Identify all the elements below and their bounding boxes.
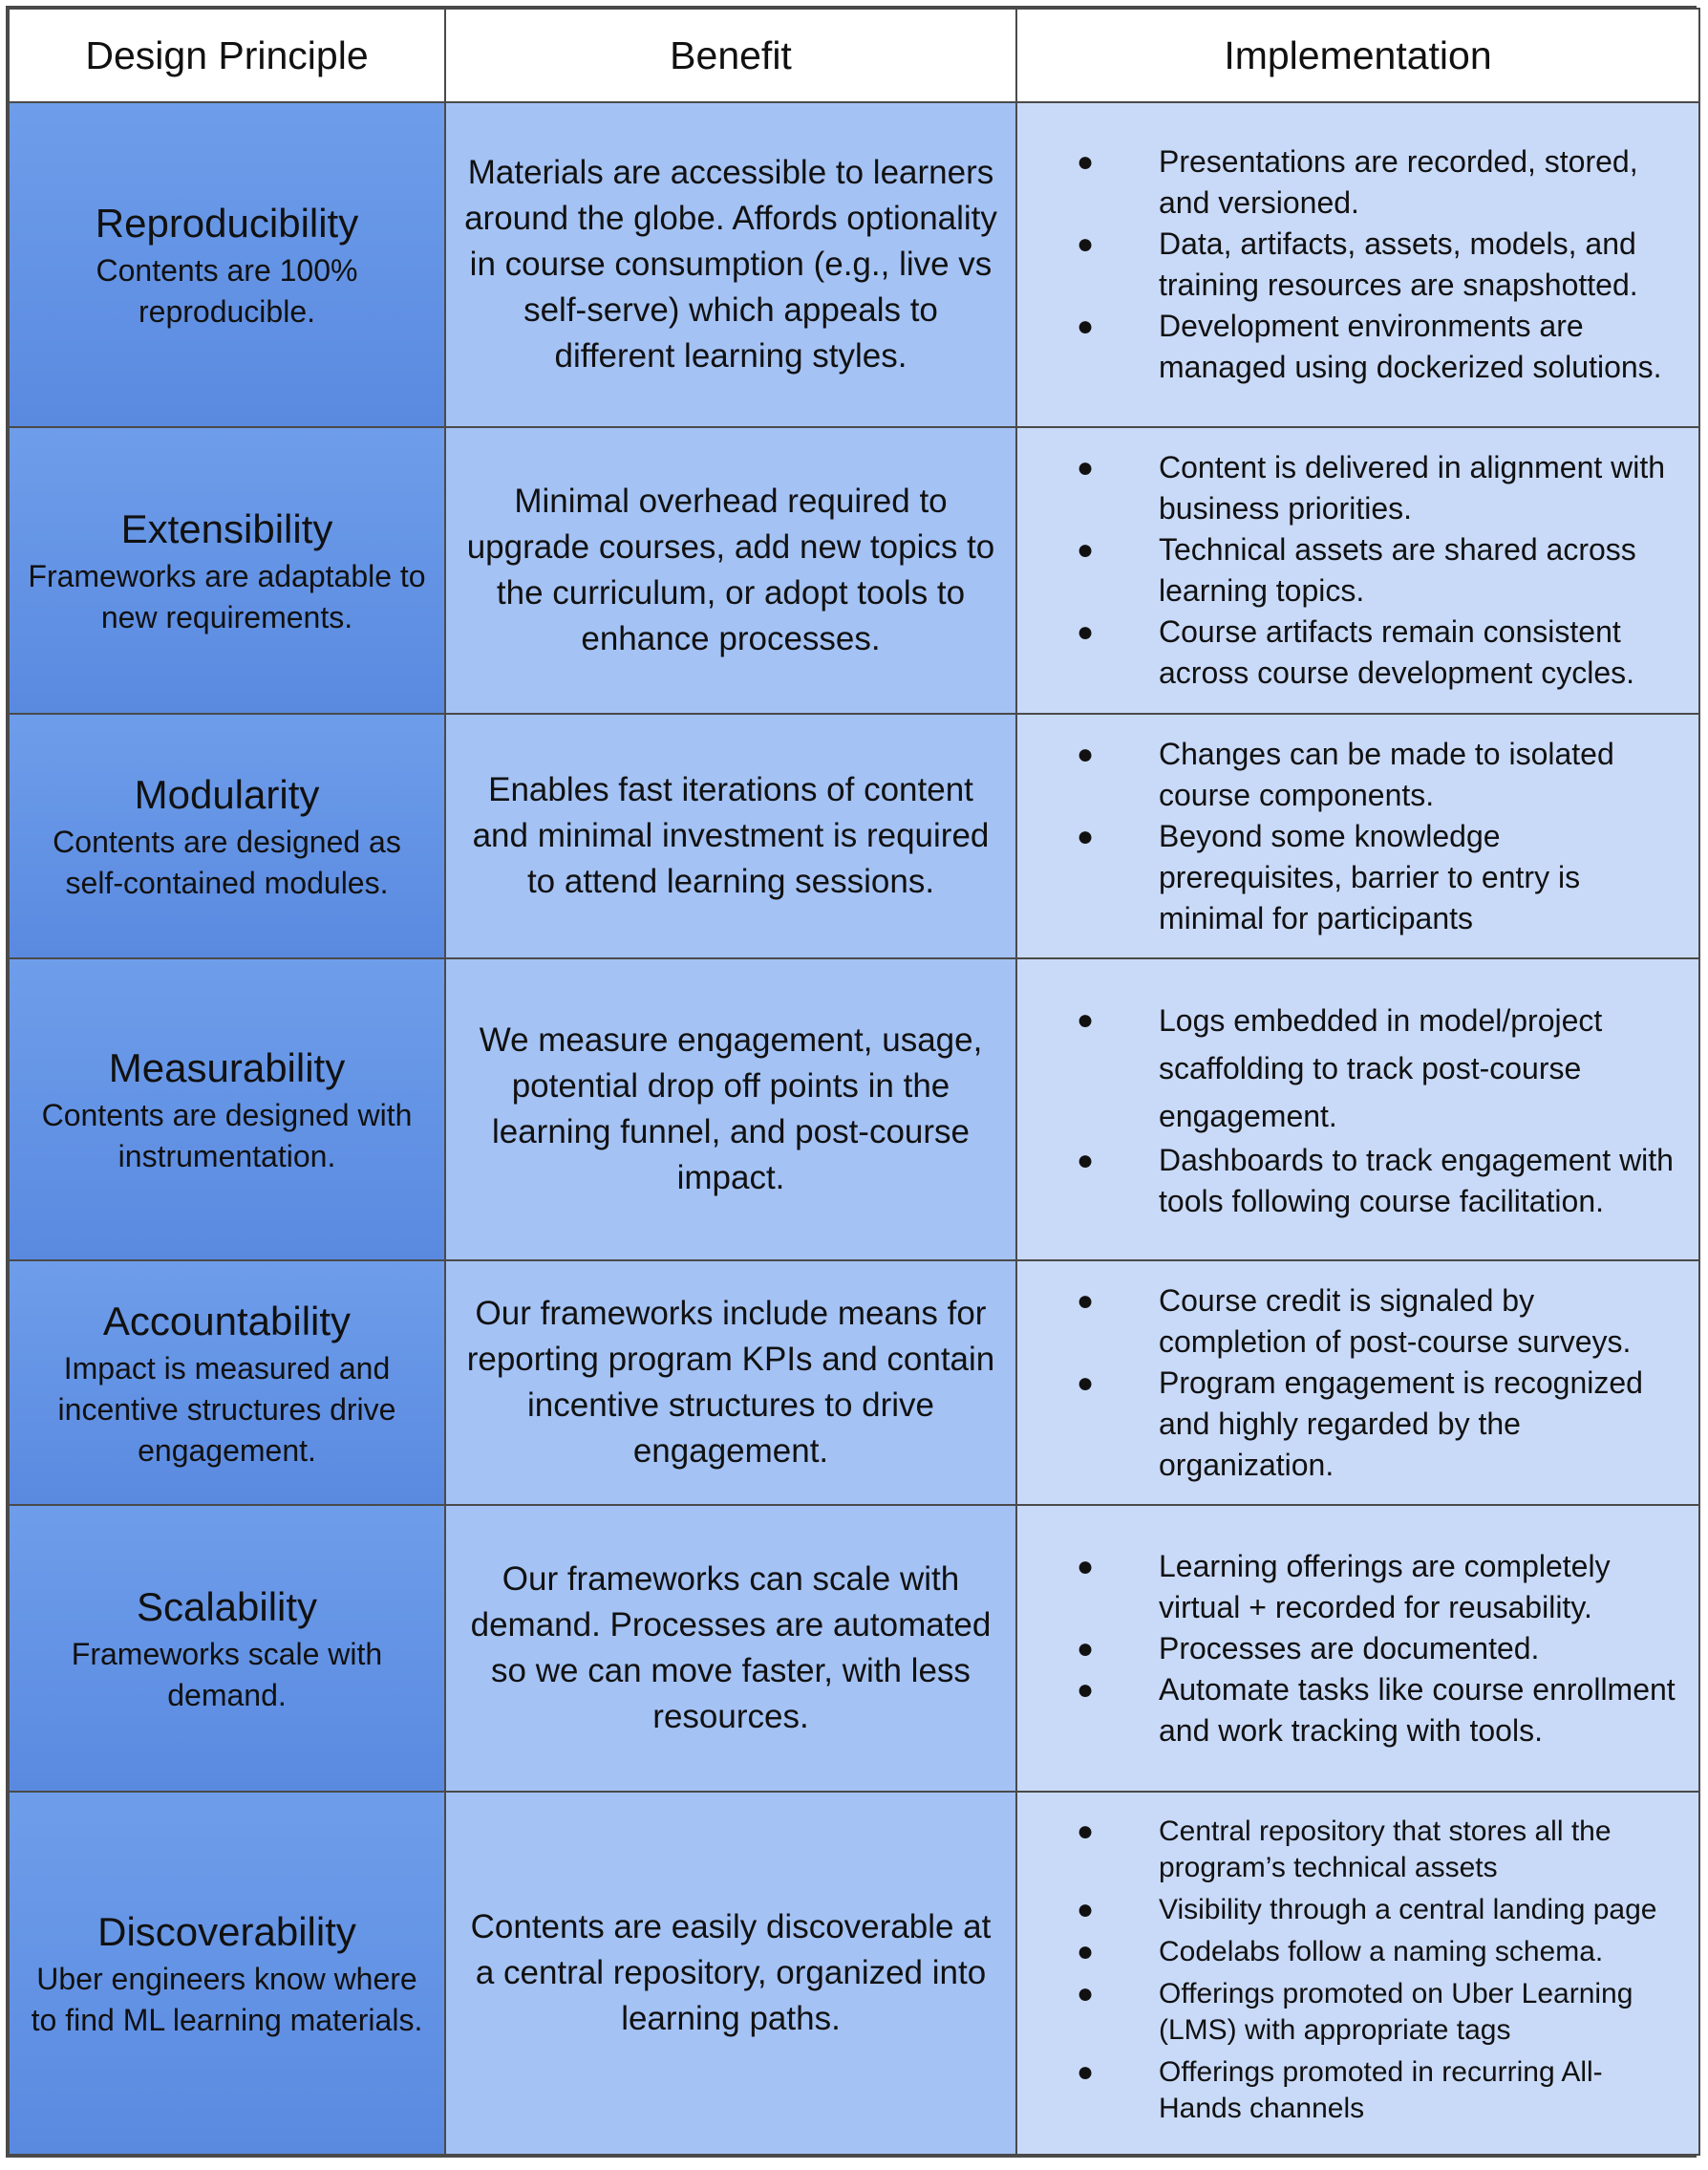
list-item bbox=[1017, 1363, 1677, 1486]
bullet-icon: ● bbox=[1077, 228, 1095, 260]
table-row bbox=[9, 714, 1699, 958]
list-item bbox=[1017, 529, 1677, 612]
bullet-icon: ● bbox=[1077, 1632, 1095, 1665]
principle-description: Frameworks are adaptable to new requirements. bbox=[28, 559, 426, 634]
table-row bbox=[9, 1260, 1699, 1505]
principle-description: Impact is measured and incentive structures drive engagement. bbox=[57, 1350, 396, 1468]
bullet-icon: ● bbox=[1077, 1550, 1095, 1582]
benefit-cell: Minimal overhead required to upgrade courses, add new topics to the curriculum, or adopt tools to enhance processes. bbox=[445, 427, 1016, 714]
principle-description: Uber engineers know where to find ML learning materials. bbox=[31, 1962, 423, 2037]
principle-name: Measurability bbox=[108, 1045, 346, 1090]
list-item bbox=[1017, 447, 1677, 529]
list-item bbox=[1017, 1814, 1677, 1886]
table-row bbox=[9, 1792, 1699, 2155]
list-item-text: Offerings promoted on Uber Learning (LMS) with appropriate tags bbox=[1159, 1978, 1633, 2046]
bullet-icon: ● bbox=[1077, 1284, 1095, 1317]
list-item-text: Changes can be made to isolated course components. bbox=[1159, 736, 1614, 812]
bullet-icon: ● bbox=[1077, 1673, 1095, 1706]
bullet-icon: ● bbox=[1077, 738, 1095, 770]
principle-cell bbox=[9, 1505, 445, 1792]
bullet-icon: ● bbox=[1077, 1978, 1095, 2009]
implementation-list bbox=[1017, 734, 1677, 939]
list-item bbox=[1017, 1280, 1677, 1363]
table-row bbox=[9, 1505, 1699, 1792]
principle-description: Frameworks scale with demand. bbox=[71, 1637, 383, 1712]
list-item bbox=[1017, 734, 1677, 816]
implementation-cell bbox=[1016, 1505, 1699, 1792]
bullet-icon: ● bbox=[1077, 1936, 1095, 1967]
implementation-list bbox=[1017, 1280, 1677, 1486]
header-benefit: Benefit bbox=[445, 9, 1016, 102]
header-row bbox=[9, 9, 1699, 102]
list-item-text: Automate tasks like course enrollment and work tracking with tools. bbox=[1159, 1671, 1676, 1748]
design-principles-table bbox=[6, 6, 1697, 2158]
principle-cell bbox=[9, 714, 445, 958]
table-row bbox=[9, 958, 1699, 1260]
implementation-cell bbox=[1016, 958, 1699, 1260]
list-item-text: Logs embedded in model/project scaffolding to track post-course engagement. bbox=[1159, 1003, 1603, 1133]
principle-cell bbox=[9, 102, 445, 427]
list-item bbox=[1017, 1934, 1677, 1970]
implementation-cell bbox=[1016, 714, 1699, 958]
list-item bbox=[1017, 224, 1677, 306]
list-item-text: Dashboards to track engagement with tools following course facilitation. bbox=[1159, 1143, 1674, 1218]
principle-description: Contents are designed as self-contained modules. bbox=[53, 825, 401, 900]
principles-grid bbox=[8, 8, 1700, 2156]
bullet-icon: ● bbox=[1077, 1004, 1095, 1036]
principle-description: Contents are designed with instrumentation. bbox=[41, 1098, 413, 1173]
list-item bbox=[1017, 2054, 1677, 2127]
benefit-cell: Our frameworks can scale with demand. Processes are automated so we can move faster, with less resources. bbox=[445, 1505, 1016, 1792]
list-item-text: Data, artifacts, assets, models, and training resources are snapshotted. bbox=[1159, 226, 1638, 302]
bullet-icon: ● bbox=[1077, 1366, 1095, 1399]
list-item-text: Content is delivered in alignment with business priorities. bbox=[1159, 450, 1666, 526]
list-item-text: Development environments are managed using dockerized solutions. bbox=[1159, 309, 1662, 384]
bullet-icon: ● bbox=[1077, 2056, 1095, 2088]
list-item bbox=[1017, 1892, 1677, 1928]
bullet-icon: ● bbox=[1077, 1894, 1095, 1925]
principle-name: Scalability bbox=[136, 1584, 318, 1629]
principle-name: Modularity bbox=[134, 772, 320, 817]
benefit-cell: We measure engagement, usage, potential drop off points in the learning funnel, and post-course impact. bbox=[445, 958, 1016, 1260]
header-implementation: Implementation bbox=[1016, 9, 1699, 102]
list-item-text: Beyond some knowledge prerequisites, barrier to entry is minimal for participants bbox=[1159, 818, 1581, 935]
list-item bbox=[1017, 1546, 1677, 1628]
list-item bbox=[1017, 1976, 1677, 2049]
principle-name: Extensibility bbox=[120, 506, 333, 551]
implementation-list bbox=[1017, 447, 1677, 694]
table-row bbox=[9, 102, 1699, 427]
implementation-cell bbox=[1016, 1260, 1699, 1505]
implementation-list bbox=[1017, 1814, 1677, 2127]
bullet-icon: ● bbox=[1077, 1815, 1095, 1847]
list-item-text: Technical assets are shared across learning topics. bbox=[1159, 532, 1636, 608]
list-item-text: Offerings promoted in recurring All-Hands channels bbox=[1159, 2056, 1603, 2124]
principle-name: Reproducibility bbox=[95, 201, 359, 246]
bullet-icon: ● bbox=[1077, 616, 1095, 648]
bullet-icon: ● bbox=[1077, 820, 1095, 852]
benefit-cell: Materials are accessible to learners around the globe. Affords optionality in course consumption (e.g., live vs self-serve) which appeals to different learning styles. bbox=[445, 102, 1016, 427]
list-item bbox=[1017, 816, 1677, 939]
list-item bbox=[1017, 612, 1677, 694]
principle-name: Accountability bbox=[102, 1298, 352, 1343]
principle-cell bbox=[9, 427, 445, 714]
principle-cell bbox=[9, 958, 445, 1260]
list-item-text: Visibility through a central landing page bbox=[1159, 1894, 1657, 1925]
list-item bbox=[1017, 1628, 1677, 1669]
list-item-text: Presentations are recorded, stored, and versioned. bbox=[1159, 144, 1638, 220]
implementation-cell bbox=[1016, 427, 1699, 714]
implementation-cell bbox=[1016, 102, 1699, 427]
principle-name: Discoverability bbox=[97, 1909, 356, 1954]
list-item-text: Program engagement is recognized and highly regarded by the organization. bbox=[1159, 1364, 1643, 1482]
bullet-icon: ● bbox=[1077, 452, 1095, 483]
list-item bbox=[1017, 306, 1677, 388]
implementation-cell bbox=[1016, 1792, 1699, 2155]
list-item bbox=[1017, 1669, 1677, 1751]
table-row bbox=[9, 427, 1699, 714]
bullet-icon: ● bbox=[1077, 1145, 1095, 1176]
implementation-list bbox=[1017, 997, 1677, 1222]
list-item-text: Course artifacts remain consistent across course development cycles. bbox=[1159, 614, 1634, 690]
principle-cell bbox=[9, 1792, 445, 2155]
list-item-text: Central repository that stores all the program’s technical assets bbox=[1159, 1815, 1612, 1883]
bullet-icon: ● bbox=[1077, 534, 1095, 566]
list-item-text: Learning offerings are completely virtual + recorded for reusability. bbox=[1159, 1548, 1611, 1624]
list-item-text: Codelabs follow a naming schema. bbox=[1159, 1936, 1604, 1967]
implementation-list bbox=[1017, 141, 1677, 388]
list-item bbox=[1017, 997, 1677, 1140]
benefit-cell: Contents are easily discoverable at a central repository, organized into learning paths. bbox=[445, 1792, 1016, 2155]
list-item-text: Processes are documented. bbox=[1159, 1630, 1540, 1665]
benefit-cell: Enables fast iterations of content and minimal investment is required to attend learning sessions. bbox=[445, 714, 1016, 958]
principle-cell bbox=[9, 1260, 445, 1505]
list-item bbox=[1017, 1140, 1677, 1222]
header-principle: Design Principle bbox=[9, 9, 445, 102]
benefit-cell: Our frameworks include means for reporting program KPIs and contain incentive structures to drive engagement. bbox=[445, 1260, 1016, 1505]
implementation-list bbox=[1017, 1546, 1677, 1751]
bullet-icon: ● bbox=[1077, 311, 1095, 342]
list-item-text: Course credit is signaled by completion of post-course surveys. bbox=[1159, 1282, 1632, 1359]
list-item bbox=[1017, 141, 1677, 224]
principle-description: Contents are 100% reproducible. bbox=[96, 253, 358, 329]
bullet-icon: ● bbox=[1077, 146, 1095, 178]
